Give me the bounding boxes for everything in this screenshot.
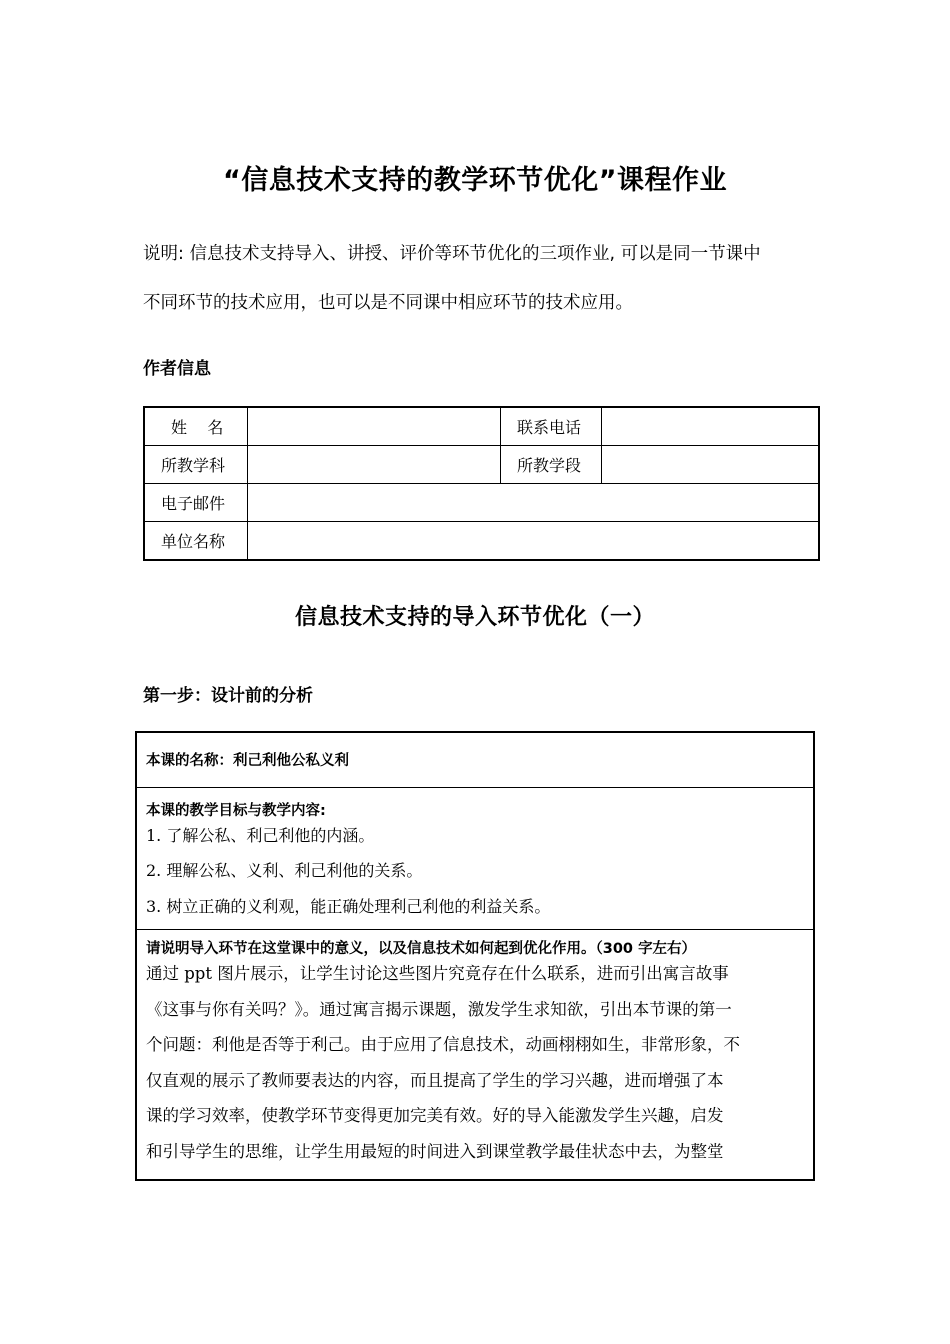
answer-line: 课的学习效率，使教学环节变得更加完美有效。好的导入能激发学生兴趣，启发 <box>146 1106 724 1125</box>
lesson-name-label: 本课的名称：利己利他公私义利 <box>146 753 349 769</box>
stage-field[interactable] <box>602 446 820 484</box>
step1-title: 第一步：设计前的分析 <box>143 686 313 706</box>
subject-field[interactable] <box>248 446 501 484</box>
answer-line: 和引导学生的思维，让学生用最短的时间进入到课堂教学最佳状态中去，为整堂 <box>146 1141 724 1161</box>
goal-item-2: 2. 理解公私、义利、利己利他的关系。 <box>146 861 423 880</box>
author-info-table <box>143 406 820 561</box>
org-label: 单位名称 <box>144 522 248 561</box>
table-row <box>144 446 819 484</box>
org-field[interactable] <box>248 522 820 561</box>
question-label: 请说明导入环节在这堂课中的意义，以及信息技术如何起到优化作用。（300 字左右） <box>146 941 697 957</box>
intro-line-1: 说明: 信息技术支持导入、讲授、评价等环节优化的三项作业, 可以是同一节课中 <box>143 244 761 264</box>
answer-line: 个问题：利他是否等于利己。由于应用了信息技术，动画栩栩如生，非常形象，不 <box>146 1035 740 1054</box>
phone-label: 联系电话 <box>501 407 602 446</box>
goal-item-1: 1. 了解公私、利己利他的内涵。 <box>146 826 375 845</box>
author-section-title: 作者信息 <box>143 359 211 379</box>
lesson-name-row <box>137 733 813 788</box>
intro-line-2: 不同环节的技术应用，也可以是不同课中相应环节的技术应用。 <box>143 293 633 313</box>
answer-text <box>146 956 810 1169</box>
lesson-goals-row <box>137 787 813 930</box>
table-row <box>144 522 819 561</box>
phone-field[interactable] <box>602 407 820 446</box>
answer-line: 通过 ppt 图片展示，让学生讨论这些图片究竟存在什么联系，进而引出寓言故事 <box>146 964 729 983</box>
stage-label: 所教学段 <box>501 446 602 484</box>
answer-line: 《这事与你有关吗？》。通过寓言揭示课题，激发学生求知欲，引出本节课的第一 <box>146 999 732 1019</box>
section-title: 信息技术支持的导入环节优化（一） <box>294 605 655 630</box>
subject-label: 所教学科 <box>144 446 248 484</box>
email-field[interactable] <box>248 484 820 522</box>
answer-line: 仅直观的展示了教师要表达的内容，而且提高了学生的学习兴趣，进而增强了本 <box>146 1070 724 1090</box>
goals-label: 本课的教学目标与教学内容: <box>146 803 326 819</box>
table-row <box>144 407 819 446</box>
analysis-table <box>135 731 815 1181</box>
table-row <box>144 484 819 522</box>
page-title: “信息技术支持的教学环节优化”课程作业 <box>223 165 727 196</box>
name-field[interactable] <box>248 407 501 446</box>
name-label: 姓 名 <box>144 407 248 446</box>
email-label: 电子邮件 <box>144 484 248 522</box>
goal-item-3: 3. 树立正确的义利观，能正确处理利己利他的利益关系。 <box>146 897 551 916</box>
